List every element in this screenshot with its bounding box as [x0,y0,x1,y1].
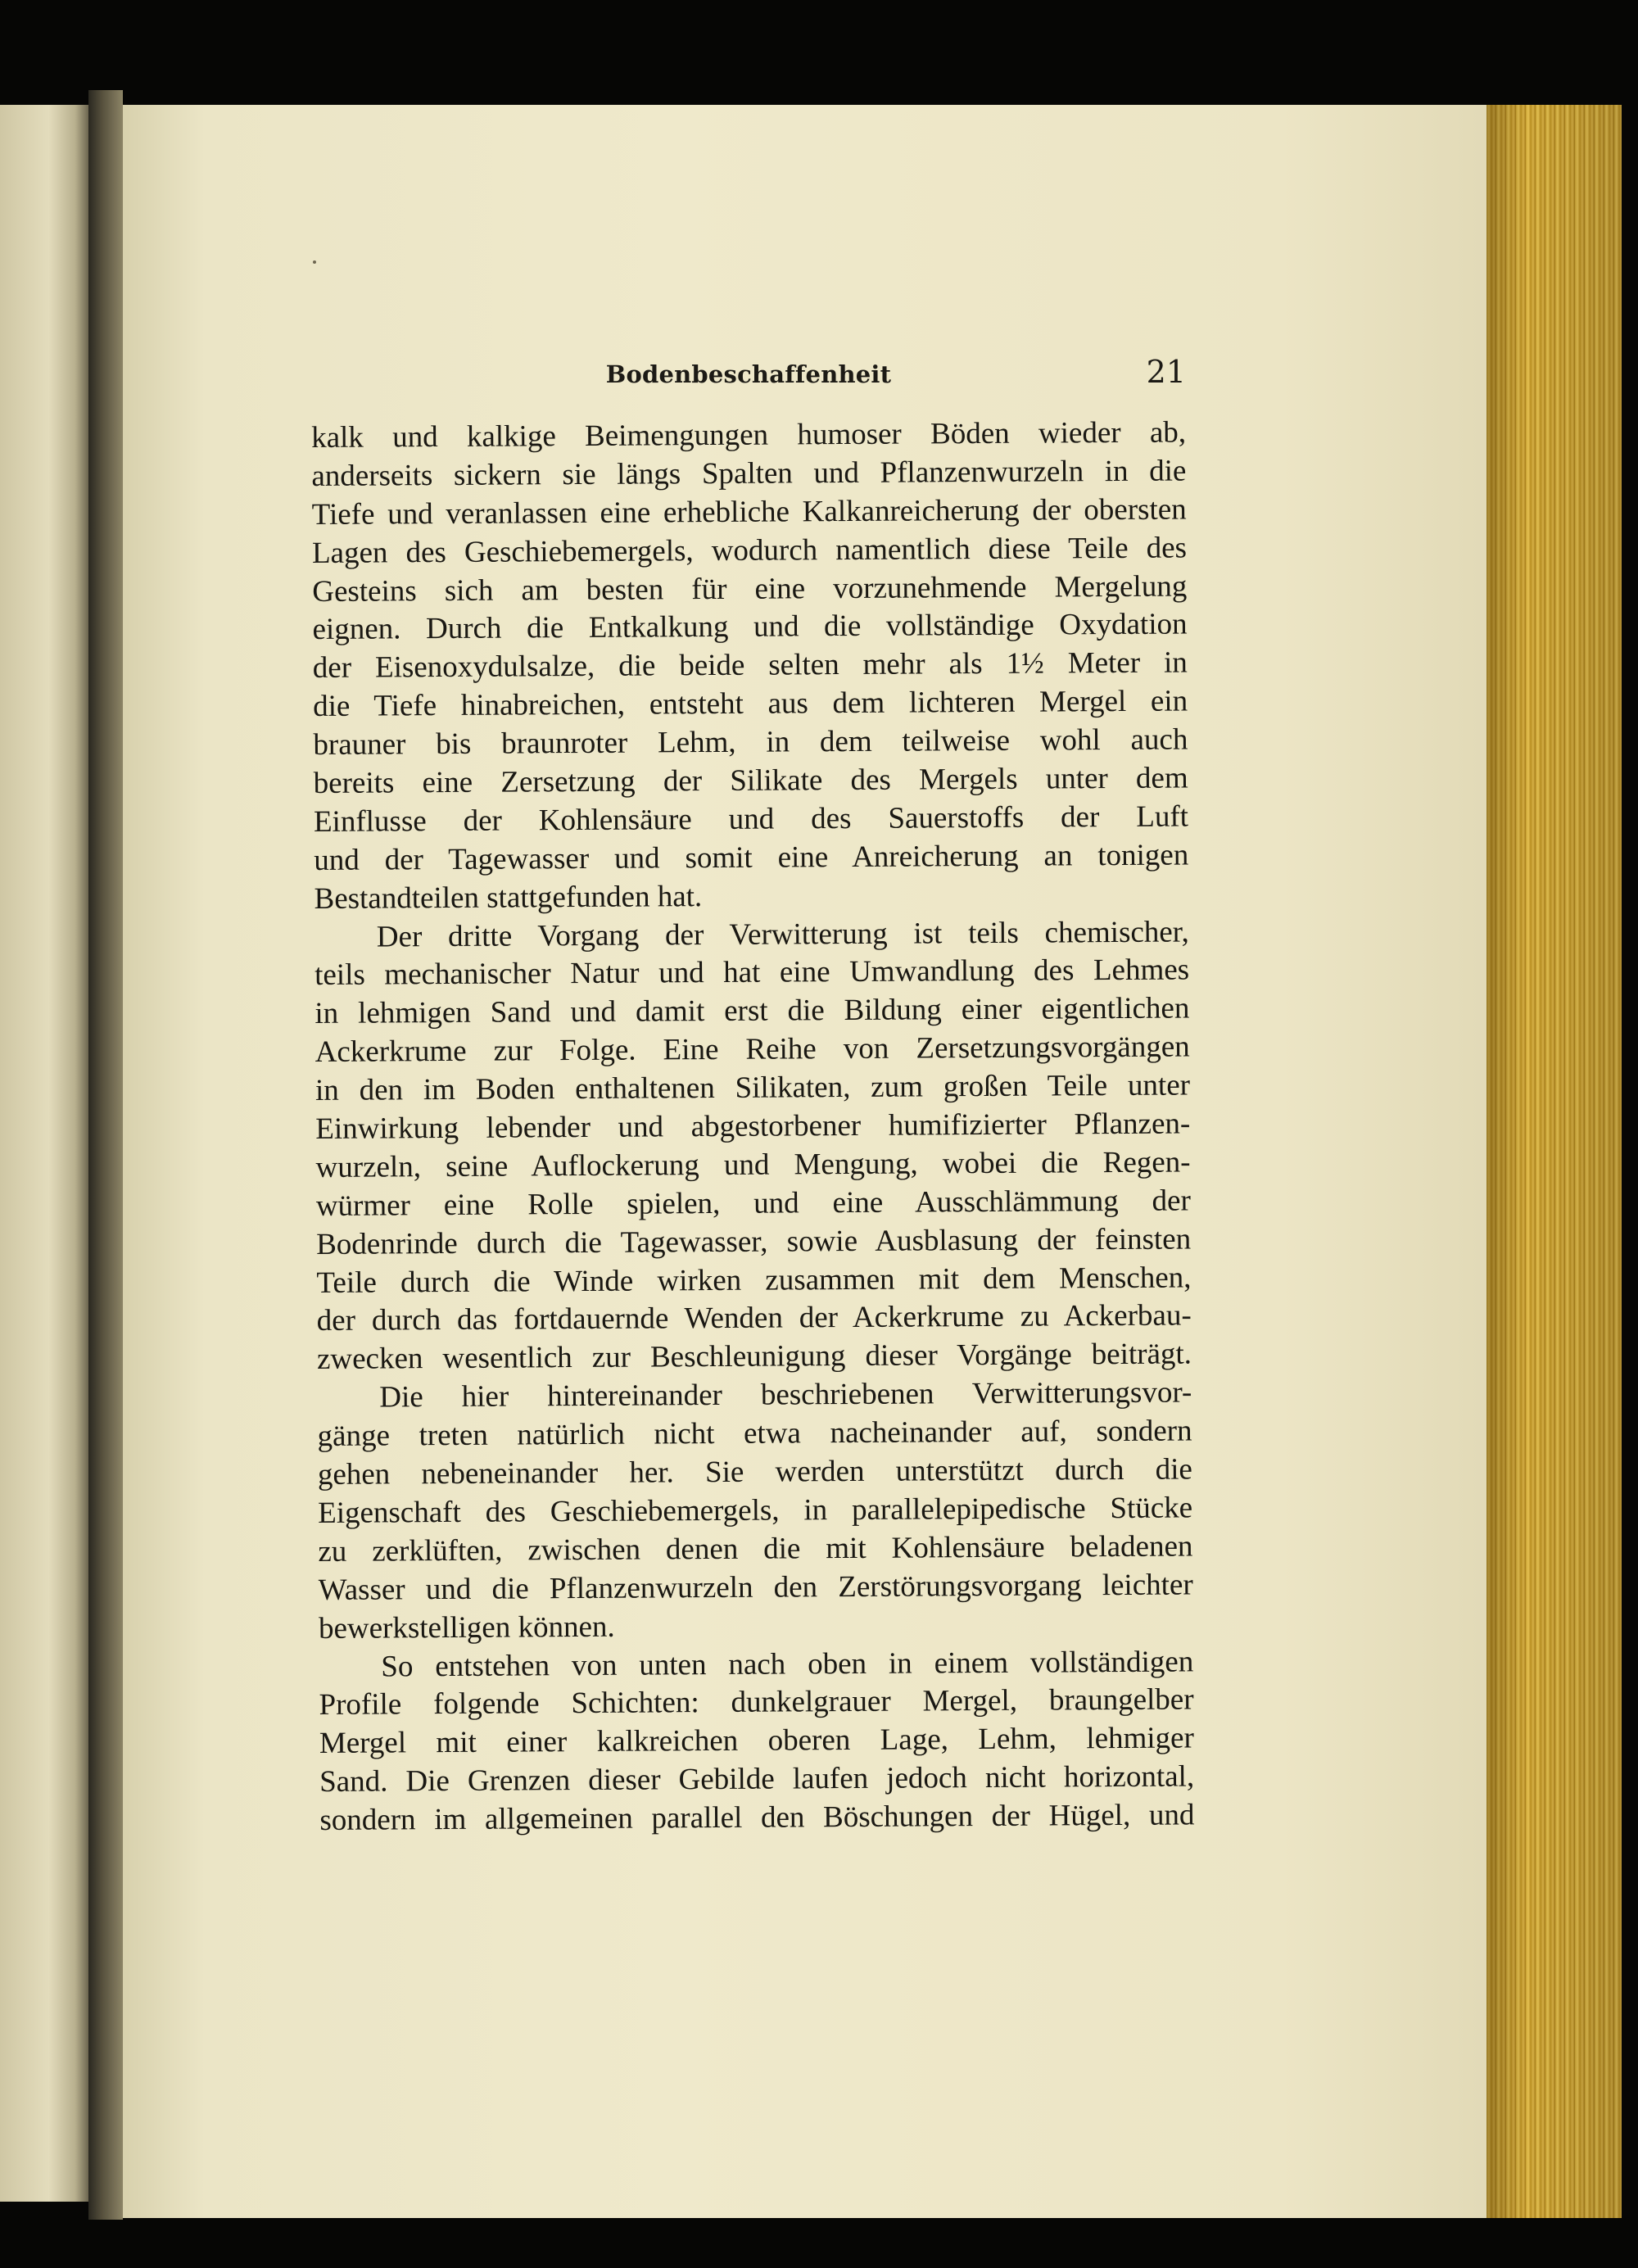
text-line: Eigenschaft des Geschiebemergels, in parallelepipedische Stücke [318,1491,1193,1530]
text-line: Die hier hintereinander beschriebenen Verwitterungsvor- [379,1375,1192,1415]
text-line: zwecken wesentlich zur Beschleunigung dieser Vorgänge beiträgt. [316,1337,1192,1377]
left-page-edge [0,105,88,2202]
text-line: und der Tagewasser und somit eine Anreicherung an tonigen [314,838,1189,877]
text-line: zu zerklüften, zwischen denen die mit Kohlensäure beladenen [318,1529,1193,1569]
text-line: eignen. Durch die Entkalkung und die vollständige Oxydation [312,607,1188,647]
text-line: würmer eine Rolle spielen, und eine Ausschlämmung der [315,1184,1191,1223]
paper-speck [313,260,316,264]
text-line: bewerkstelligen können. [318,1609,615,1646]
page-header [311,354,1186,403]
book-gutter [88,90,123,2220]
text-line: Tiefe und veranlassen eine erhebliche Kalkanreicherung der obersten [311,492,1187,532]
text-line: Ackerkrume zur Folge. Eine Reihe von Zersetzungsvorgängen [314,1030,1190,1070]
text-line: Lagen des Geschiebemergels, wodurch namentlich diese Teile des [311,531,1188,570]
text-line: Mergel mit einer kalkreichen oberen Lage, Lehm, lehmiger [319,1721,1194,1761]
text-line: Teile durch die Winde wirken zusammen mit dem Menschen, [316,1261,1192,1300]
text-line: Der dritte Vorgang der Verwitterung ist teils chemischer, [376,915,1189,954]
text-line: Gesteins sich am besten für eine vorzunehmende Mergelung [312,569,1188,609]
text-line: Einwirkung lebender und abgestorbener humifizierter Pflanzen- [315,1107,1191,1147]
text-line: Sand. Die Grenzen dieser Gebilde laufen jedoch nicht horizontal, [319,1759,1195,1799]
text-line: wurzeln, seine Auflockerung und Mengung, wobei die Regen- [315,1145,1191,1184]
body-text [311,414,1195,1840]
text-line: gänge treten natürlich nicht etwa nacheinander auf, sondern [317,1414,1192,1454]
text-line: Bestandteilen stattgefunden hat. [314,879,703,916]
text-line: in den im Boden enthaltenen Silikaten, zum großen Teile unter [314,1068,1191,1108]
text-line: Einflusse der Kohlensäure und des Sauerstoffs der Luft [313,799,1189,839]
text-line: gehen nebeneinander her. Sie werden unterstützt durch die [317,1452,1192,1492]
text-line: bereits eine Zersetzung der Silikate des Mergels unter dem [313,761,1188,801]
text-line: Profile folgende Schichten: dunkelgrauer Mergel, braungelber [319,1682,1194,1723]
text-line: So entstehen von unten nach oben in einem vollständigen [381,1644,1194,1684]
page-edges-shadow [1486,105,1622,2218]
text-line: anderseits sickern sie längs Spalten und Pflanzenwurzeln in die [311,454,1187,493]
running-title: Bodenbeschaffenheit [605,360,892,388]
text-line: brauner bis braunroter Lehm, in dem teilweise wohl auch [313,722,1188,763]
text-line: Wasser und die Pflanzenwurzeln den Zerstörungsvorgang leichter [318,1568,1193,1607]
text-line: der durch das fortdauernde Wenden der Ackerkrume zu Ackerbau- [316,1298,1192,1338]
text-line: die Tiefe hinabreichen, entsteht aus dem lichteren Mergel ein [313,684,1188,724]
text-line: in lehmigen Sand und damit erst die Bildung einer eigentlichen [314,991,1190,1031]
text-line: teils mechanischer Natur und hat eine Umwandlung des Lehmes [314,953,1190,993]
page-number: 21 [1146,354,1186,390]
text-line: Bodenrinde durch die Tagewasser, sowie Ausblasung der feinsten [316,1222,1192,1261]
text-line: sondern im allgemeinen parallel den Böschungen der Hügel, und [319,1798,1195,1838]
text-line: kalk und kalkige Beimengungen humoser Böden wieder ab, [311,415,1187,455]
text-line: der Eisenoxydulsalze, die beide selten mehr als 1½ Meter in [312,645,1188,686]
